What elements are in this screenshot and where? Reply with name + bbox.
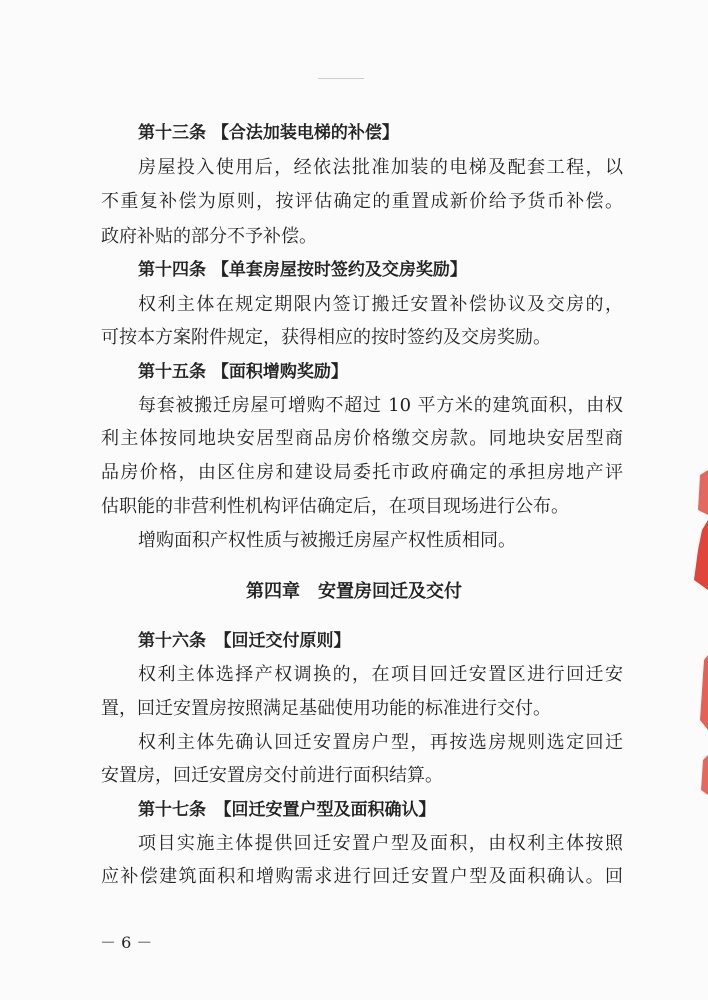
paragraph-line: 不重复补偿为原则，按评估确定的重置成新价给予货币补偿。 — [101, 191, 623, 212]
paragraph-line: 可按本方案附件规定，获得相应的按时签约及交房奖励。 — [101, 327, 551, 348]
article-heading: 第十七条 【回迁安置户型及面积确认】 — [138, 800, 436, 820]
article-heading: 第十四条 【单套房屋按时签约及交房奖励】 — [138, 260, 467, 280]
article-heading: 第十六条 【回迁交付原则】 — [138, 631, 351, 651]
paragraph-line: 品房价格，由区住房和建设局委托市政府确定的承担房地产评 — [101, 462, 623, 483]
paragraph-line: 置，回迁安置房按照满足基础使用功能的标准进行交付。 — [101, 698, 551, 719]
page-number: － 6 － — [100, 933, 153, 952]
paragraph-line: 估职能的非营利性机构评估确定后，在项目现场进行公布。 — [101, 496, 569, 517]
paragraph-line: 政府补贴的部分不予补偿。 — [101, 226, 317, 247]
paragraph-line: 应补偿建筑面积和增购需求进行回迁安置户型及面积确认。回 — [101, 866, 623, 887]
chapter-title: 第四章 安置房回迁及交付 — [246, 581, 462, 602]
paragraph-line: 项目实施主体提供回迁安置户型及面积，由权利主体按照 — [138, 833, 623, 854]
red-seal-fragment — [686, 470, 708, 800]
top-mark — [318, 78, 364, 79]
paragraph-line: 利主体按同地块安居型商品房价格缴交房款。同地块安居型商 — [101, 428, 623, 449]
paragraph-line: 每套被搬迁房屋可增购不超过 10 平方米的建筑面积，由权 — [138, 395, 623, 416]
article-heading: 第十三条 【合法加装电梯的补偿】 — [138, 123, 399, 143]
article-heading: 第十五条 【面积增购奖励】 — [138, 362, 348, 382]
paragraph-line: 权利主体在规定期限内签订搬迁安置补偿协议及交房的， — [138, 294, 623, 315]
paragraph-line: 权利主体先确认回迁安置房户型，再按选房规则选定回迁 — [138, 732, 623, 753]
paragraph-line: 增购面积产权性质与被搬迁房屋产权性质相同。 — [138, 530, 516, 551]
paragraph-line: 权利主体选择产权调换的，在项目回迁安置区进行回迁安 — [138, 664, 623, 685]
paragraph-line: 安置房，回迁安置房交付前进行面积结算。 — [101, 765, 443, 786]
paragraph-line: 房屋投入使用后，经依法批准加装的电梯及配套工程，以 — [138, 157, 623, 178]
